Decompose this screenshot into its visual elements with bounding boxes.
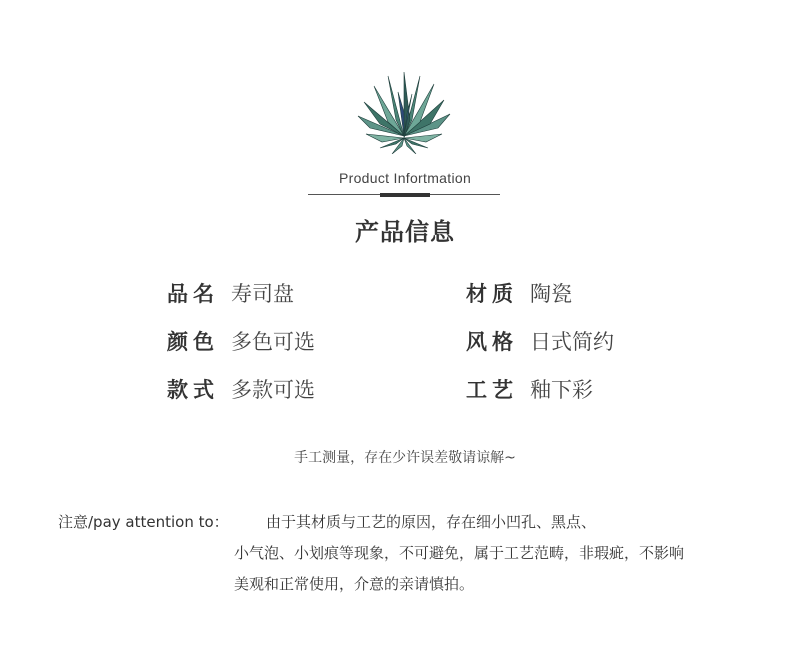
spec-key: 款式	[167, 378, 219, 402]
spec-value: 釉下彩	[530, 378, 593, 402]
spec-value: 陶瓷	[530, 282, 572, 306]
spec-key: 材质	[466, 282, 518, 306]
attention-label: 注意/pay attention to：	[58, 513, 229, 531]
spec-key: 颜色	[167, 330, 219, 354]
spec-value: 寿司盘	[231, 282, 294, 306]
attention-line: 由于其材质与工艺的原因，存在细小凹孔、黑点、	[266, 513, 597, 531]
spec-key: 品名	[167, 282, 219, 306]
spec-value: 多色可选	[231, 330, 315, 354]
spec-value: 多款可选	[231, 378, 315, 402]
divider-accent	[380, 193, 430, 197]
attention-line: 美观和正常使用，介意的亲请慎拍。	[234, 575, 475, 593]
section-subtitle: Product Infortmation	[338, 170, 472, 186]
agave-plant-icon	[352, 72, 456, 154]
spec-key: 工艺	[466, 378, 518, 402]
attention-line: 小气泡、小划痕等现象，不可避免，属于工艺范畴，非瑕疵，不影响	[234, 544, 685, 562]
spec-key: 风格	[466, 330, 518, 354]
spec-value: 日式简约	[530, 330, 614, 354]
measurement-note: 手工测量，存在少许误差敬请谅解~	[294, 450, 516, 466]
page-title: 产品信息	[355, 218, 455, 246]
